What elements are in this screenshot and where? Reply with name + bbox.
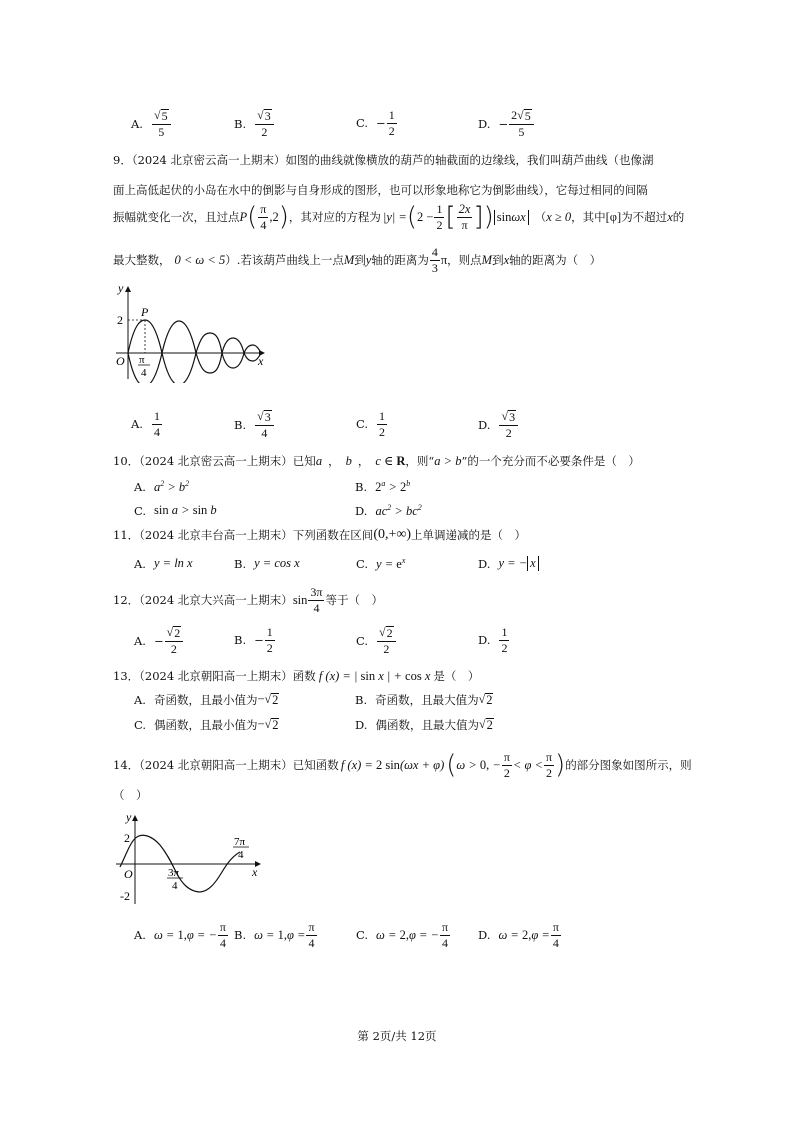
tick-7pi-4-den: 4 — [238, 849, 244, 861]
q12-option-c[interactable] — [356, 626, 397, 655]
option-label: D. — [478, 928, 491, 943]
q14-stem: 14．（2024 北京朝阳高一上期末）已知函数 f (x) = 2 sin(ωx + φ) ( ω > 0, − $\frac{\pi}{2}$ < φ < $\frac{\pi}{2}$ ) 的部分图象如图所示，则 — [113, 750, 692, 781]
fraction: √ 3 2 — [255, 109, 274, 138]
q13-option-d[interactable]: D. 偶函数，且最大值为 √ 2 — [355, 717, 493, 733]
option-label: B. — [234, 633, 247, 648]
fraction: $\frac{1}{2}$ — [266, 625, 273, 655]
fraction: $\frac{1}{2}$ — [501, 625, 508, 655]
fraction: $\frac{\pi}{4}$ — [441, 920, 449, 950]
option-label: D. — [478, 633, 491, 648]
q14-stem-continued: （ ） — [113, 788, 148, 802]
q13-option-b[interactable]: B. 奇函数，且最大值为 √ 2 — [355, 692, 493, 708]
option-label: D. — [478, 417, 491, 432]
q12-option-d[interactable] — [478, 626, 510, 654]
q13-option-c[interactable]: C. 偶函数，且最小值为 − √ 2 — [134, 717, 279, 733]
q14-option-b[interactable]: B. ω = 1,φ = $\frac{\pi}{4}$ — [234, 920, 315, 950]
option-label: A. — [134, 693, 146, 707]
tick-x-den: 4 — [141, 367, 147, 379]
q9-option-b[interactable] — [234, 410, 275, 439]
option-label: B. — [355, 480, 368, 495]
q10-option-d[interactable]: D. $ac^2 > bc^2$ — [355, 503, 422, 519]
q9-option-d[interactable] — [478, 410, 519, 439]
option-label: A. — [134, 556, 146, 571]
q9-option-c[interactable] — [356, 410, 388, 438]
option-label: A. — [131, 417, 143, 432]
q9-line-1: 9．（2024 北京密云高一上期末）如图的曲线就像横放的葫芦的轴截面的边缘线，我们叫葫芦曲线（也像湖 — [113, 153, 654, 167]
option-label: B. — [355, 693, 368, 707]
q11-stem: 11．（2024 北京丰台高一上期末）下列函数在区间 (0,+∞) 上单调递减的是（ ） — [113, 527, 527, 542]
option-label: A. — [134, 928, 146, 943]
fraction: $\frac{\pi}{4}$ — [260, 202, 267, 232]
fraction: √ 2 2 — [165, 626, 184, 655]
fraction: $\frac{4}{3}$ — [431, 245, 438, 275]
q8-option-b[interactable] — [234, 109, 275, 138]
option-label: D. — [355, 718, 368, 732]
q10-option-c[interactable]: C. sin a > sin b — [134, 503, 217, 518]
q9-line-2: 面上高低起伏的小岛在水中的倒影与自身形成的图形，也可以形象地称它为倒影曲线），它每过相同的间隔 — [113, 183, 648, 197]
option-label: D. — [478, 556, 491, 571]
option-label: C. — [134, 718, 147, 732]
fraction: √ 3 2 — [499, 410, 518, 439]
q9-gourd-curve-graph — [108, 283, 268, 383]
option-label: B. — [234, 116, 247, 131]
q10-option-b[interactable]: B. $2^a > 2^b$ — [355, 479, 411, 495]
q13-stem: 13．（2024 北京朝阳高一上期末）函数 f (x) = | sin x | + cos x 是（ ） — [113, 668, 480, 683]
q11-option-a[interactable]: A. y = ln x — [134, 556, 193, 571]
origin-label: O — [116, 354, 125, 368]
tick-y-2: 2 — [124, 831, 130, 845]
q14-option-c[interactable]: C. ω = 2,φ = − $\frac{\pi}{4}$ — [356, 920, 449, 950]
q12-option-a[interactable]: A. − √ 2 2 — [134, 626, 184, 655]
x-axis-label: x — [252, 865, 258, 879]
fraction: $\frac{\pi}{4}$ — [552, 920, 559, 950]
q10-stem: 10．（2024 北京密云高一上期末）已知 a ， b ， c ∈ R ，则“ a > b ”的一个充分而不必要条件是（ ） — [113, 453, 640, 468]
q9-option-a[interactable] — [131, 410, 163, 438]
fraction: $\frac{\pi}{2}$ — [503, 750, 510, 780]
tick-y-neg-2: -2 — [120, 889, 130, 903]
fraction: 2 √ 5 5 — [509, 109, 534, 138]
option-label: C. — [356, 633, 369, 648]
q12-option-b[interactable]: B. − $\frac{1}{2}$ — [234, 625, 273, 655]
q14-option-a[interactable]: A. ω = 1,φ = − $\frac{\pi}{4}$ — [134, 920, 226, 950]
fraction: √ 2 2 — [377, 626, 396, 655]
fraction: $\frac{3\pi}{4}$ — [310, 585, 323, 615]
q9-line-3: 振幅就变化一次，且过点 P ( $\frac{\pi}{4}$ ,2 ) ，其对应的方程为 |y| = ( 2 − $\frac{1}{2}$ [ $\frac{2x}{\pi}$ ] ) sinωx （ x ≥ 0 ，其中 [φ] 为不超过 x 的 — [113, 202, 685, 233]
option-label: A. — [131, 116, 143, 131]
tick-7pi-4-num: 7π — [234, 836, 246, 848]
option-label: C. — [134, 503, 147, 518]
fraction: $\frac{2x}{\pi}$ — [458, 202, 471, 233]
curve-upper — [128, 320, 261, 383]
q8-option-c[interactable]: C. − $\frac{1}{2}$ — [356, 108, 395, 138]
option-label: C. — [356, 928, 369, 943]
option-label: A. — [134, 633, 146, 648]
fraction: $\frac{1}{4}$ — [153, 409, 160, 439]
q10-option-a[interactable]: A. $a^2 > b^2$ — [134, 479, 190, 495]
option-label: D. — [478, 116, 491, 131]
point-p-label: P — [141, 305, 149, 319]
tick-y-2: 2 — [117, 313, 123, 327]
q11-option-d[interactable]: D. y = − x — [478, 556, 539, 571]
y-axis-label: y — [126, 812, 132, 824]
x-axis-label: x — [258, 354, 264, 368]
q14-sine-graph — [112, 812, 262, 907]
option-label: C. — [356, 557, 369, 572]
option-label: D. — [355, 504, 368, 519]
q9-line-4: 最大整数， 0 < ω < 5 ）.若该葫芦曲线上一点 M 到 y 轴的距离为 $\frac{4}{3}$ π ，则点 M 到 x 轴的距离为（ ） — [113, 245, 602, 275]
q13-option-a[interactable]: A. 奇函数，且最小值为 − √ 2 — [134, 692, 279, 708]
fraction: $\frac{1}{2}$ — [436, 202, 443, 232]
q12-stem: 12．（2024 北京大兴高一上期末） sin $\frac{3\pi}{4}$ 等于（ ） — [113, 585, 383, 615]
tick-x-num: π — [139, 354, 145, 366]
fraction: $\frac{\pi}{4}$ — [308, 920, 315, 950]
option-label: B. — [234, 556, 247, 571]
fraction: $\frac{1}{2}$ — [379, 409, 386, 439]
option-label: C. — [356, 417, 369, 432]
q8-option-a[interactable] — [131, 109, 172, 138]
fraction: √ 5 5 — [152, 109, 171, 138]
tick-3pi-4-den: 4 — [172, 880, 178, 892]
fraction: $\frac{1}{2}$ — [388, 108, 395, 138]
q11-option-c[interactable]: C. $y = e^x$ — [356, 556, 406, 572]
page-number-footer: 第 2页/共 12页 — [357, 1029, 437, 1043]
y-axis-label: y — [118, 283, 124, 295]
fraction: $\frac{\pi}{2}$ — [545, 750, 553, 780]
fraction: $\frac{\pi}{4}$ — [219, 920, 226, 950]
option-label: C. — [356, 116, 369, 131]
tick-3pi-4-num: 3π — [168, 867, 180, 879]
option-label: B. — [234, 928, 247, 943]
option-label: A. — [134, 480, 146, 495]
origin-label: O — [124, 867, 133, 881]
curve-lower — [128, 321, 261, 383]
q14-option-d[interactable]: D. ω = 2,φ = $\frac{\pi}{4}$ — [478, 920, 559, 950]
option-label: B. — [234, 417, 247, 432]
q8-option-d[interactable]: D. − 2 √ 5 5 — [478, 109, 535, 138]
fraction: √ 3 4 — [255, 410, 274, 439]
q11-option-b[interactable]: B. y = cos x — [234, 556, 300, 571]
